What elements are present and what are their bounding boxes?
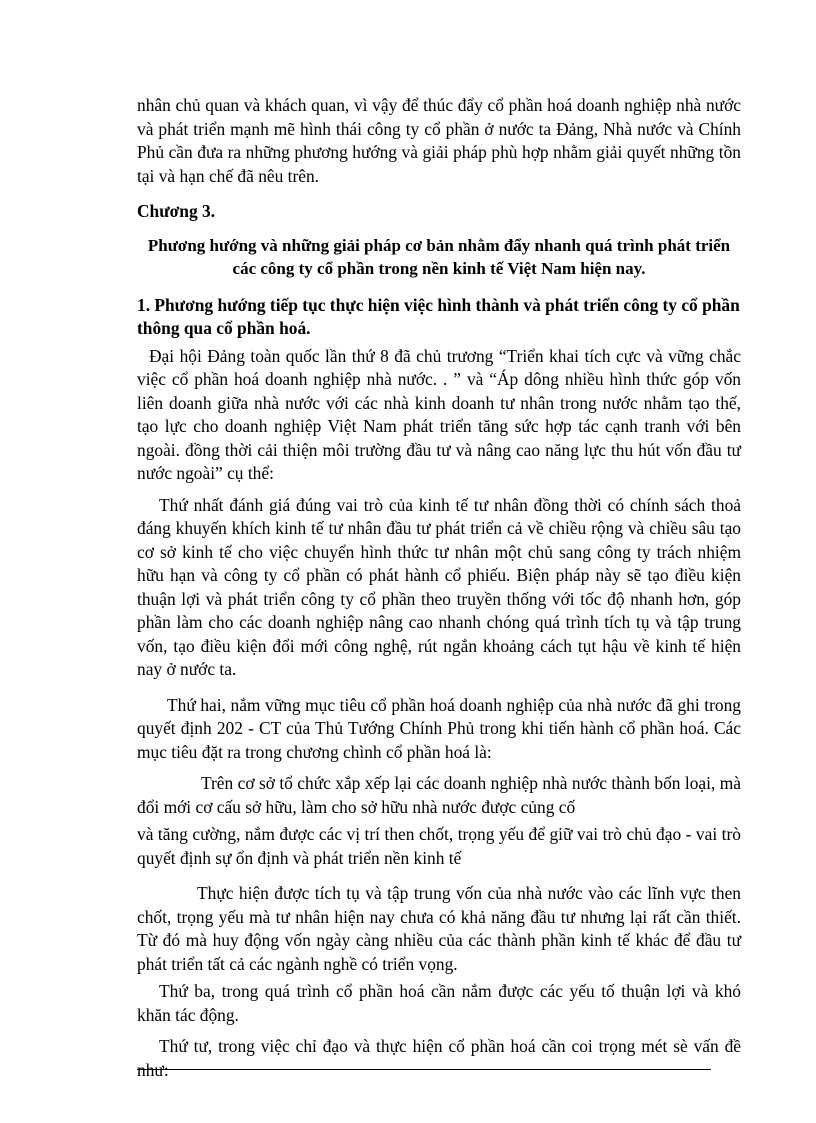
paragraph-second-point: Thứ hai, nắm vững mục tiêu cổ phần hoá doanh nghiệp của nhà nước đã ghi trong quyết định 202 - CT của Thủ Tướng Chính Phủ trong khi tiến hành cổ phần hoá. Các mục tiêu đặt ra trong chương chình cổ phần hoá là: — [137, 694, 741, 762]
intro-paragraph: nhân chủ quan và khách quan, vì vậy để thúc đẩy cổ phần hoá doanh nghiệp nhà nước và phát triển mạnh mẽ hình thái công ty cổ phần ở nước ta Đảng, Nhà nước và Chính Phủ cần đưa ra những phương hướng và giải pháp phù hợp nhằm giải quyết những tồn tại và hạn chế đã nêu trên. — [137, 95, 741, 186]
document-page — [137, 94, 741, 1082]
chapter-subtitle: Phương hướng và những giải pháp cơ bản nhằm đẩy nhanh quá trình phát triển các công ty cổ phần trong nền kinh tế Việt Nam hiện nay. — [147, 235, 731, 278]
footer-rule — [137, 1069, 711, 1070]
section-heading: 1. Phương hướng tiếp tục thực hiện việc hình thành và phát triển công ty cổ phần thông qua cổ phần hoá. — [137, 294, 740, 338]
paragraph-party-congress: Đại hội Đảng toàn quốc lần thứ 8 đã chủ trương “Triển khai tích cực và vững chắc việc cổ phần hoá doanh nghiệp nhà nước. . ” và “Áp dông nhiều hình thức góp vốn liên doanh giữa nhà nước với các nhà kinh doanh tư nhân trong nước nhằm tạo thế, tạo lực cho doanh nghiệp Việt Nam phát triển tăng sức hợp tác cạnh tranh với bên ngoài. đồng thời cải thiện môi trường đầu tư và nâng cao năng lực thu hút vốn đầu tư nước ngoài” cụ thể: — [137, 345, 741, 483]
paragraph-first-point: Thứ nhất đánh giá đúng vai trò của kinh tế tư nhân đồng thời có chính sách thoả đáng khuyến khích kinh tế tư nhân đầu tư phát triển cả về chiều rộng và chiều sâu tạo cơ sở kinh tế cho việc chuyển hình thức tư nhân một chủ sang công ty trách nhiệm hữu hạn và công ty cổ phần có phát hành cổ phiếu. Biện pháp này sẽ tạo điều kiện thuận lợi và phát triển công ty cổ phần theo truyền thống với tốc độ nhanh hơn, góp phần làm cho các doanh nghiệp nâng cao nhanh chóng quá trình tích tụ và tập trung vốn, tạo điều kiện đổi mới công nghệ, rút ngắn khoảng cách tụt hậu về kinh tế hiện nay ở nước ta. — [137, 494, 741, 679]
chapter-title: Chương 3. — [137, 201, 216, 221]
paragraph-objective-capital: Thực hiện được tích tụ và tập trung vốn của nhà nước vào các lĩnh vực then chốt, trọng yếu mà tư nhân hiện nay chưa có khả năng đầu tư nhưng lại rất cần thiết. Từ đó mà huy động vốn ngày càng nhiều của các thành phần kinh tế khác để đầu tư phát triển tất cả các ngành nghề có triển vọng. — [137, 883, 741, 974]
paragraph-objective-continued: và tăng cường, nắm được các vị trí then chốt, trọng yếu để giữ vai trò chủ đạo - vai trò quyết định sự ổn định và phát triển nền kinh tế — [137, 824, 741, 868]
paragraph-fourth-point: Thứ tư, trong việc chỉ đạo và thực hiện cổ phần hoá cần coi trọng mét sè vấn đề như: — [137, 1036, 741, 1080]
paragraph-third-point: Thứ ba, trong quá trình cổ phần hoá cần nắm được các yếu tố thuận lợi và khó khăn tác động. — [137, 981, 741, 1025]
paragraph-objective-restructure: Trên cơ sở tổ chức xắp xếp lại các doanh nghiệp nhà nước thành bốn loại, mà đổi mới cơ cấu sở hữu, làm cho sở hữu nhà nước được củng cố — [137, 773, 741, 817]
